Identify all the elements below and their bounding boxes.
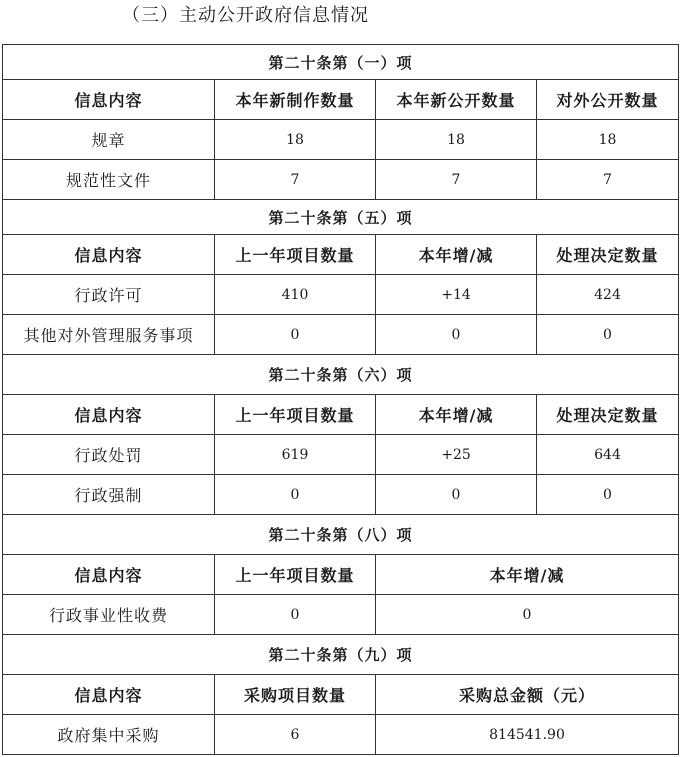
- table-cell: 0: [537, 315, 679, 355]
- page-title: （三）主动公开政府信息情况: [122, 5, 369, 26]
- column-header: 本年新制作数量: [215, 80, 376, 120]
- table-cell: 0: [215, 475, 376, 515]
- table-cell: 0: [376, 595, 679, 635]
- section-title: 第二十条第（六）项: [3, 355, 679, 395]
- table-cell: 7: [215, 160, 376, 200]
- header-row: [3, 675, 679, 715]
- section-title-row: [3, 200, 679, 235]
- table-row: [3, 275, 679, 315]
- table-cell: 18: [215, 120, 376, 160]
- column-header: 信息内容: [3, 555, 215, 595]
- section-title: 第二十条第（五）项: [3, 200, 679, 235]
- table-cell: 0: [215, 595, 376, 635]
- column-header: 信息内容: [3, 235, 215, 275]
- header-row: [3, 235, 679, 275]
- table-cell: 0: [537, 475, 679, 515]
- row-label: 规范性文件: [3, 160, 215, 200]
- column-header: 本年增/减: [376, 395, 537, 435]
- table-row: [3, 435, 679, 475]
- table-cell: 814541.90: [376, 715, 679, 755]
- table-row: [3, 120, 679, 160]
- table-cell: 0: [215, 315, 376, 355]
- section-title: 第二十条第（一）项: [3, 45, 679, 80]
- column-header: 本年增/减: [376, 235, 537, 275]
- header-row: [3, 395, 679, 435]
- section-title-row: [3, 355, 679, 395]
- table-row: [3, 595, 679, 635]
- table-cell: +14: [376, 275, 537, 315]
- column-header: 上一年项目数量: [215, 555, 376, 595]
- table-row: [3, 475, 679, 515]
- row-label: 行政事业性收费: [3, 595, 215, 635]
- table-cell: 0: [376, 475, 537, 515]
- table-cell: 18: [376, 120, 537, 160]
- section-title: 第二十条第（八）项: [3, 515, 679, 555]
- column-header: 上一年项目数量: [215, 395, 376, 435]
- row-label: 行政许可: [3, 275, 215, 315]
- column-header: 采购项目数量: [215, 675, 376, 715]
- table-cell: 7: [376, 160, 537, 200]
- column-header: 采购总金额（元）: [376, 675, 679, 715]
- section-title-row: [3, 45, 679, 80]
- table-cell: 0: [376, 315, 537, 355]
- table-cell: 7: [537, 160, 679, 200]
- column-header: 处理决定数量: [537, 395, 679, 435]
- row-label: 规章: [3, 120, 215, 160]
- table-row: [3, 160, 679, 200]
- section-title-row: [3, 515, 679, 555]
- header-row: [3, 80, 679, 120]
- table-cell: 410: [215, 275, 376, 315]
- column-header: 对外公开数量: [537, 80, 679, 120]
- disclosure-table: [2, 44, 679, 755]
- header-row: [3, 555, 679, 595]
- table-cell: 6: [215, 715, 376, 755]
- table-row: [3, 315, 679, 355]
- column-header: 本年增/减: [376, 555, 679, 595]
- row-label: 其他对外管理服务事项: [3, 315, 215, 355]
- column-header: 本年新公开数量: [376, 80, 537, 120]
- section-title: 第二十条第（九）项: [3, 635, 679, 675]
- column-header: 信息内容: [3, 80, 215, 120]
- section-title-row: [3, 635, 679, 675]
- table-cell: 644: [537, 435, 679, 475]
- table-cell: 424: [537, 275, 679, 315]
- column-header: 处理决定数量: [537, 235, 679, 275]
- row-label: 行政强制: [3, 475, 215, 515]
- table-cell: 619: [215, 435, 376, 475]
- column-header: 信息内容: [3, 675, 215, 715]
- table-cell: 18: [537, 120, 679, 160]
- row-label: 政府集中采购: [3, 715, 215, 755]
- row-label: 行政处罚: [3, 435, 215, 475]
- table-row: [3, 715, 679, 755]
- table-cell: +25: [376, 435, 537, 475]
- column-header: 信息内容: [3, 395, 215, 435]
- column-header: 上一年项目数量: [215, 235, 376, 275]
